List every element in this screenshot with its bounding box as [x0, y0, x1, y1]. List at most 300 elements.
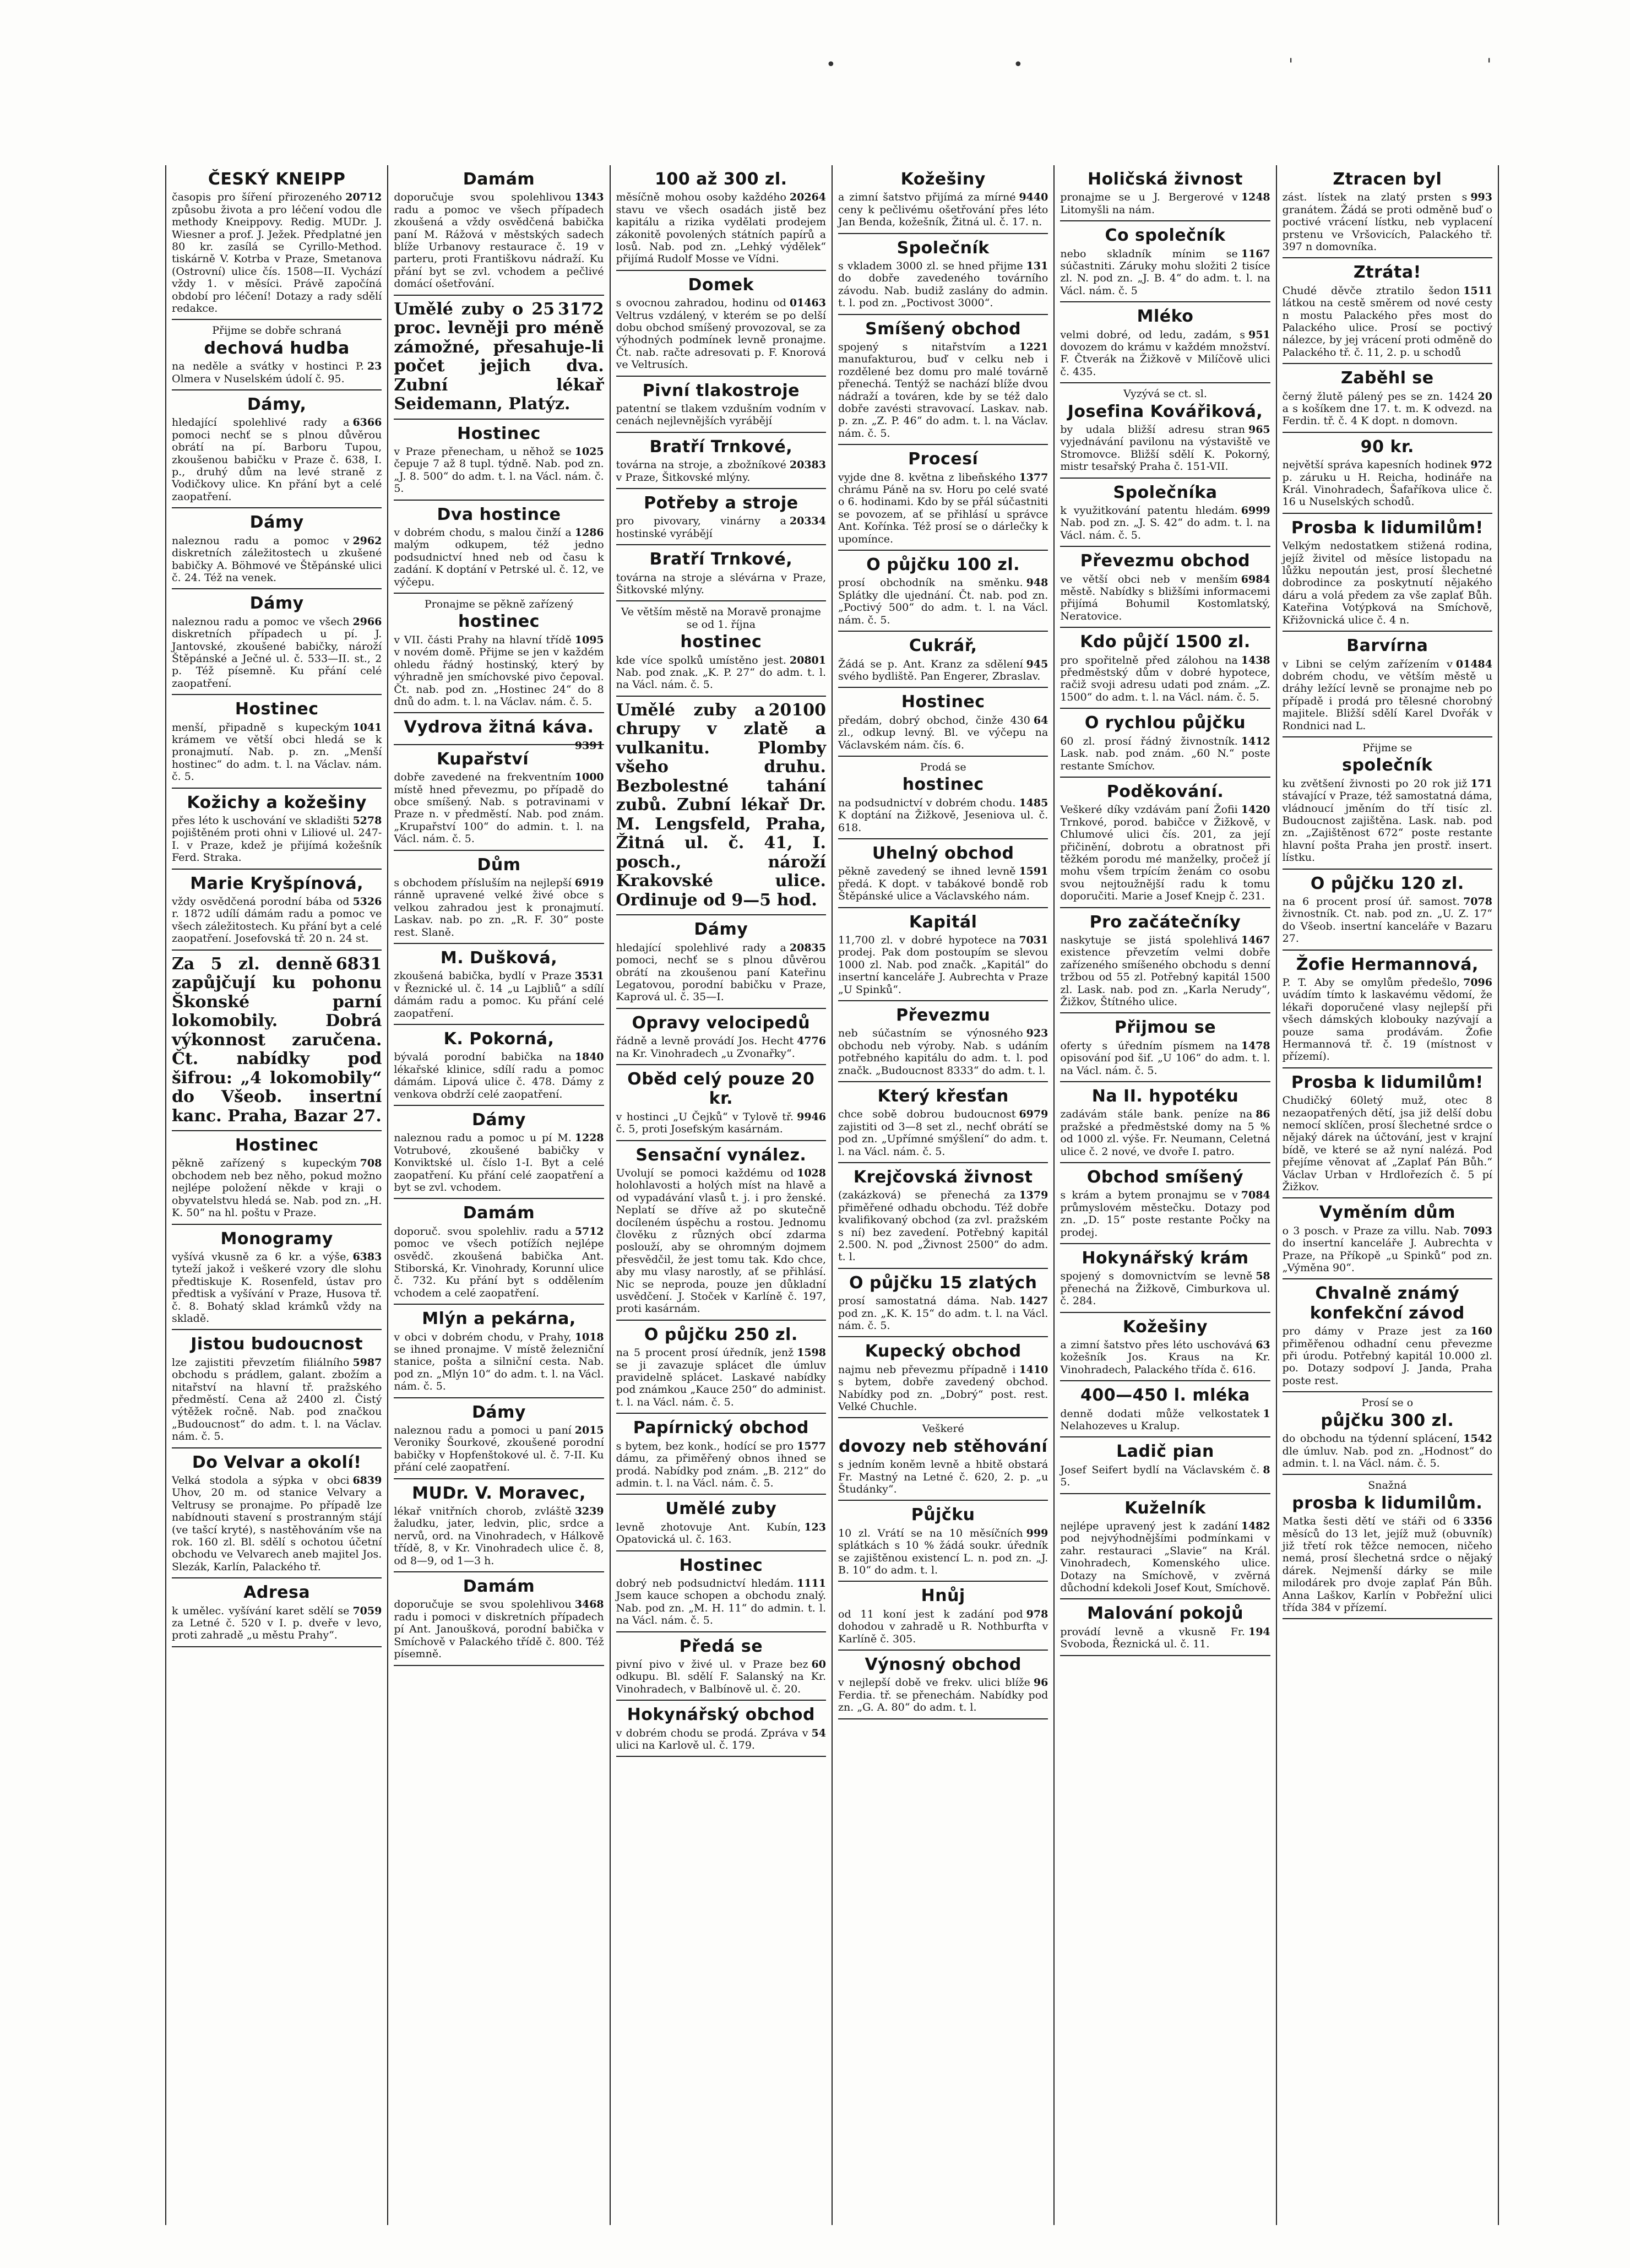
ad-body — [1283, 658, 1492, 732]
ad-number: 01463 — [789, 297, 826, 310]
ad-body — [394, 300, 604, 414]
ad-text: černý žlutě pálený pes se zn. 1424 a s košíkem dne 17. t. m. K odvezd. na Ferdin. tř. č. 4 K dopt. n domovn. — [1282, 390, 1492, 427]
ad-body — [838, 1458, 1048, 1495]
classified-ad — [172, 1330, 382, 1448]
classified-ad — [1283, 165, 1492, 258]
ad-text: najmu neb převezmu případně i s bytem, dobře zavedený obchod. Nabídky pod zn. „Dobrý“ post. rest. Velké Chuchle. — [838, 1363, 1048, 1413]
ad-headline: Vydrova žitná káva. — [404, 718, 594, 737]
ad-body — [1060, 934, 1270, 1008]
ad-number: 978 — [1026, 1608, 1048, 1620]
ad-number: 1228 — [574, 1132, 604, 1144]
ad-headline: Smíšený obchod — [865, 319, 1022, 339]
ad-headline: Hostinec — [901, 692, 985, 712]
ad-text: hledající spolehlivé rady a pomoci nechť se s plnou důvěrou obrátí na pí. Barboru Tupou, zkoušenou babičku v Praze č. 638, I. p., druhý dům na levé straně z Vodičkovy ulice. Kn přání byt a celé zaopatření. — [172, 416, 382, 503]
ad-headline: 400—450 l. mléka — [1080, 1386, 1250, 1406]
ad-body — [394, 446, 604, 495]
ad-number: 9946 — [797, 1110, 826, 1123]
classified-ad — [838, 1582, 1048, 1651]
classified-ad — [394, 944, 604, 1025]
ad-intro: Snažná — [1368, 1479, 1407, 1492]
ad-text: prosí samostatná dáma. Nab. pod zn. „K. K. 15“ do adm. t. l. na Václ. nám. č. 5. — [838, 1295, 1048, 1332]
ad-body — [616, 701, 826, 910]
classified-ad — [394, 745, 604, 851]
ad-number: 7084 — [1241, 1189, 1270, 1202]
ad-number: 3531 — [574, 970, 604, 983]
classified-ad — [1283, 870, 1492, 951]
ad-number: 951 — [1248, 328, 1270, 341]
ad-number: 1577 — [797, 1440, 826, 1452]
ad-body — [838, 865, 1048, 902]
ad-headline: Adresa — [243, 1583, 311, 1603]
ad-number: 1343 — [574, 191, 604, 204]
ad-text: dobrý neb podsudnictví hledám. Jsem kauce schopen a obchodu znalý. Nab. pod zn. „M. H. 11“ do admin. t. l. na Václ. nám. č. 5. — [616, 1577, 826, 1627]
ad-headline: dechová hudba — [204, 338, 350, 358]
ad-number: 20 — [1477, 390, 1492, 403]
ad-headline: Potřeby a stroje — [644, 493, 798, 513]
ad-headline: Opravy velocipedů — [632, 1013, 811, 1033]
ad-body — [1283, 285, 1492, 359]
classified-ad — [172, 589, 382, 695]
ad-body — [1060, 1626, 1270, 1651]
ad-text: 60 zl. prosí řádný živnostník. Lask. nab. pod znám. „60 N.“ poste restante Smíchov. — [1060, 735, 1270, 772]
classified-ad — [1060, 1437, 1270, 1494]
ad-headline: Dámy — [249, 594, 304, 614]
ad-body — [1060, 1108, 1270, 1158]
ad-text: na 5 procent prosí úředník, jenž se ji zavazuje splácet dle úmluv pravidelně splácet. Laskavé nabídky pod známkou „Kauce 250“ do administ. t. l. na Václ. nám. č. 5. — [616, 1347, 826, 1408]
ad-body — [1060, 1270, 1270, 1307]
classified-ad — [172, 789, 382, 870]
classified-ad — [838, 632, 1048, 688]
ad-headline: Umělé zuby — [665, 1499, 777, 1519]
classified-ad — [838, 908, 1048, 1001]
classified-ad — [1283, 258, 1492, 364]
ad-headline: Hokynářský obchod — [627, 1705, 815, 1725]
classified-ad — [172, 390, 382, 508]
classified-ad — [1060, 709, 1270, 778]
classified-ad — [616, 489, 826, 545]
ad-headline: Poděkování. — [1106, 782, 1224, 801]
ad-body — [394, 1424, 604, 1474]
ad-body — [1060, 573, 1270, 623]
ad-number: 58 — [1256, 1270, 1270, 1283]
ad-text: naskytuje se jistá spolehlivá existence převzetím velmi dobře zařízeného smíšeného obchodu s denní tržbou od 55 zl. Potřebný kapitál 1500 zl. Lask. nab. pod zn. „Karla Nerudy“, Žižkov, Štítného ulice. — [1060, 934, 1270, 1008]
ad-body — [394, 191, 604, 290]
ad-headline: Zaběhl se — [1341, 368, 1434, 388]
ad-text: oferty s úředním písmem na opisování pod šif. „U 106“ do adm. t. l. na Václ. nám. č. 5. — [1060, 1039, 1270, 1077]
classified-ad — [1283, 433, 1492, 514]
ad-body — [616, 297, 826, 371]
ad-text: by udala bližší adresu stran vyjednávání pavilonu na výstaviště ve Stromovce. Bližší sdělí K. Pokorný, mistr tesařský Praha č. 151-VII. — [1060, 424, 1270, 473]
ad-headline: Barvírna — [1346, 636, 1428, 656]
classified-ad — [616, 271, 826, 377]
ad-number: 1598 — [797, 1347, 826, 1359]
ad-headline: Převezmu obchod — [1080, 551, 1251, 571]
ad-headline: Hostinec — [235, 699, 319, 719]
ad-text: měsíčně mohou osoby každého stavu ve všech osadách jistě bez kapitálu a rizika vydělati prodejem zákonitě povolených státních papírů a losů. Nab. pod zn. „Lehký výdělek“ přijímá Rudolf Mosse ve Vídni. — [616, 191, 826, 265]
ad-number: 7078 — [1463, 895, 1492, 908]
ad-headline: Společník — [896, 238, 990, 258]
classified-ad — [1060, 479, 1270, 547]
ad-body — [838, 934, 1048, 996]
ad-number: 20712 — [345, 191, 382, 204]
ad-body — [1060, 1464, 1270, 1489]
ad-body — [616, 1440, 826, 1490]
ad-text: v VII. části Prahy na hlavní třídě v novém domě. Přijme se jen v každém ohledu řádný hostinský, který by výhradně jen smíchovské pivo čepoval. Čt. nab. pod zn. „Hostinec 24“ do 8 dnů do adm. t. l. na Václav. nám. č. 5. — [394, 633, 604, 708]
ad-body — [838, 1189, 1048, 1263]
ad-body — [838, 341, 1048, 440]
ad-body — [172, 1357, 382, 1443]
ad-column-2 — [388, 165, 610, 2225]
classified-ad — [172, 951, 382, 1132]
ad-intro: Prosí se o — [1361, 1397, 1414, 1409]
ad-text: na neděle a svátky v hostinci P. Olmera v Nuselském údolí č. 95. — [172, 360, 364, 385]
ad-number: 1420 — [1241, 804, 1270, 816]
classified-ad — [172, 1131, 382, 1224]
ad-headline: Ladič pian — [1116, 1442, 1214, 1462]
ad-body — [838, 658, 1048, 683]
ad-body — [1060, 248, 1270, 297]
ad-number: 20334 — [789, 515, 826, 528]
ad-body — [1060, 329, 1270, 378]
ad-body — [1283, 191, 1492, 253]
ad-body — [838, 471, 1048, 545]
ad-number: 20264 — [789, 191, 826, 204]
ad-text: Umělé zuby a chrupy v zlatě a vulkanitu. Plomby všeho druhu. Bezbolestné tahání zubů. Zubní lékař Dr. M. Lengsfeld, Praha, Žitná ul. č. 41, I. posch., nároží Krakovské ulice. Ordinuje od 9—5 hod. — [616, 700, 826, 910]
ad-body — [1283, 1094, 1492, 1193]
ad-headline: Marie Kryšpínová, — [190, 873, 364, 893]
ad-number: 171 — [1470, 777, 1492, 790]
ad-number: 6984 — [1241, 573, 1270, 585]
ad-body — [172, 815, 382, 864]
ad-body — [394, 1132, 604, 1193]
ad-body — [838, 577, 1048, 626]
ad-text: doporučuje se svou spolehlivou radu i pomoci v diskretních případech pí Ant. Janoušková, porodní babička v Smíchově v Palackého třídě č. 800. Též písemně. — [394, 1598, 604, 1661]
ad-headline: Vyměním dům — [1319, 1203, 1455, 1223]
classified-ad — [1060, 1244, 1270, 1313]
ad-text: zást. lístek na zlatý prsten s granátem. Žádá se proti odměně buď o poctivé vrácení lístku, neb vyplacení prstenu ve Vršovicích, Palackého tř. 397 n domovníka. — [1282, 191, 1492, 253]
ad-number: 1000 — [574, 771, 604, 784]
ad-intro: Ve větším městě na Moravě pronajme se od 1. října — [621, 606, 821, 631]
ad-headline: hostinec — [680, 632, 762, 652]
ad-text: Umělé zuby o 25 proc. levněji pro méně zámožné, přesahuje-li počet jejich dva. Zubní lékař Seidemann, Platýz. — [394, 299, 604, 414]
ad-number: 20383 — [789, 459, 826, 471]
classified-ad — [616, 377, 826, 433]
classified-ad — [1060, 165, 1270, 221]
ad-body — [172, 360, 382, 385]
ad-body — [616, 459, 826, 484]
ad-text: Za 5 zl. denně zapůjčují ku pohonu Škonské parní lokomobily. Dobrá výkonnost zaručena. Čt. nabídky pod šifrou: „4 lokomobily“ do Všeob. insertní kanc. Praha, Bazar 27. — [172, 954, 382, 1126]
ad-body — [1283, 390, 1492, 427]
ad-body — [394, 1051, 604, 1100]
ad-headline: Prosba k lidumilům! — [1291, 518, 1484, 538]
ad-body — [616, 1035, 826, 1060]
classified-ad — [616, 1551, 826, 1632]
classified-ad — [1060, 1381, 1270, 1437]
classified-ad — [616, 1495, 826, 1551]
ad-column-6 — [1277, 165, 1499, 2225]
ad-body — [838, 1295, 1048, 1332]
ad-number: 923 — [1026, 1027, 1048, 1040]
ad-text: pro spořitelně před zálohou na předměstský dům v dobré hypotece, račiž svoji adresu udati pod znám. „Z. 1500“ do adm. t. l. na Václ. nám. č. 5. — [1060, 654, 1270, 703]
ad-text: v Praze přenecham, u něhož se čepuje 7 až 8 tupl. týdně. Nab. pod zn. „J. 8. 500“ do adm. t. l. na Václ. nám. č. 5. — [394, 446, 604, 495]
ad-number: 1542 — [1463, 1433, 1492, 1445]
ad-headline: Bratří Trnkové, — [649, 437, 793, 457]
ad-headline: 100 až 300 zl. — [655, 170, 787, 189]
ad-number: 6999 — [1241, 504, 1270, 517]
ad-headline: Hostinec — [235, 1136, 319, 1155]
ad-body — [838, 1027, 1048, 1077]
ad-headline: společník — [1342, 756, 1433, 775]
classified-ad — [1060, 778, 1270, 908]
ad-number: 96 — [1033, 1676, 1048, 1689]
ad-number: 7093 — [1463, 1224, 1492, 1237]
ad-number: 3356 — [1463, 1515, 1492, 1528]
ad-body — [838, 1364, 1048, 1413]
ad-headline: Výnosný obchod — [865, 1655, 1022, 1675]
ad-number: 1478 — [1241, 1039, 1270, 1052]
ad-column-4 — [833, 165, 1055, 2225]
ad-body — [172, 616, 382, 690]
ad-headline: Pro začátečníky — [1089, 912, 1241, 932]
ad-body — [616, 572, 826, 596]
classified-ad — [838, 165, 1048, 234]
ad-body — [1283, 1225, 1492, 1274]
ad-headline: O půjčku 100 zl. — [866, 555, 1020, 575]
ad-text: 11,700 zl. v dobré hypotece na prodej. Pak dom postoupím se slevou 1000 zl. Nab. pod značk. „Kapitál“ do insertní kanceláře J. Aubrechta v Praze „U Spinků“. — [838, 934, 1048, 996]
ad-headline: Který křesťan — [877, 1086, 1009, 1106]
ad-headline: Bratří Trnkové, — [649, 550, 793, 569]
ad-headline: O půjčku 15 zlatých — [849, 1273, 1037, 1293]
ad-number: 1377 — [1019, 471, 1048, 484]
classified-ad — [1283, 514, 1492, 632]
ad-text: Josef Seifert bydlí na Václavském č. 5. — [1060, 1463, 1260, 1489]
ad-headline: Papírnický obchod — [633, 1418, 809, 1438]
ad-text: chce sobě dobrou budoucnost zajistiti od 3—8 set zl., nechť obrátí se pod zn. „Upřímné smýšlení“ do adm. t. l. na Václ. nám. č. 5. — [838, 1108, 1048, 1158]
ad-text: levně zhotovuje Ant. Kubín, Opatovická ul. č. 163. — [616, 1521, 801, 1546]
ad-text: na podsudnictví v dobrém chodu. K doptání na Žižkově, Jeseniova ul. č. 618. — [838, 796, 1048, 834]
ad-text: s ovocnou zahradou, hodinu od Veltrus vzdálený, v kterém se po delší dobu obchod smíšený provozoval, se za výhodných podmínek levně pronajme. Čt. nab. račte adresovati p. F. Knorová ve Veltrusích. — [616, 297, 826, 371]
ad-body — [616, 1347, 826, 1408]
ad-text: nebo skladník mínim se súčastniti. Záruky mohu složiti 2 tisíce zl. N. pod zn. „J. B. 4“ do adm. t. l. na Václ. nám. č. 5 — [1060, 247, 1270, 297]
ad-text: zkoušená babička, bydlí v Praze v Řeznické ul. č. 14 „u Lajbliů“ a sdílí dámám radu a pomoc. Ku přání celé zaopatření. — [394, 970, 604, 1019]
ad-number: 993 — [1470, 191, 1492, 204]
ad-headline: Na II. hypotéku — [1091, 1086, 1239, 1106]
ad-headline: Ztracen byl — [1333, 170, 1442, 189]
ad-headline: Jistou budoucnost — [191, 1334, 363, 1354]
classified-ad — [394, 420, 604, 501]
classified-ad — [838, 445, 1048, 551]
ad-text: vyjde dne 8. května z libeňského chrámu Páně na sv. Horu po celé svaté o 6. hodinami. Kdo by se přál súčastniti se povozem, ať se přihlásí u správce Ant. Kořínka. Též prosí se o dárlečky k upomínce. — [838, 471, 1048, 545]
ad-headline: Monogramy — [220, 1229, 333, 1249]
ad-text: v dobrém chodu se prodá. Zpráva v ulici na Karlově ul. č. 179. — [616, 1727, 808, 1751]
ad-text: vždy osvědčená porodní bába od r. 1872 udílí dámám radu a pomoc ve všech záležitostech. Ku přání byt a celé zaopatření. Josefovská tř. 20 n. 24 st. — [172, 895, 382, 945]
ad-headline: Sensační vynález. — [635, 1145, 807, 1165]
classified-ad — [838, 1418, 1048, 1501]
ad-intro: Pronajme se pěkně zařízený — [424, 598, 574, 611]
ad-number: 7031 — [1019, 934, 1048, 946]
ad-number: 194 — [1248, 1625, 1270, 1638]
ad-number: 9391 — [574, 739, 604, 752]
ad-text: s obchodem přísluším na nejlepší ránně upravené velké živé obce s velkou zahradou jest k pronajmutí. Laskav. nab. po zn. „R. F. 30“ poste rest. Slaně. — [394, 876, 604, 938]
page-mark: • — [826, 55, 836, 74]
page-mark: ' — [1289, 55, 1294, 74]
ad-body — [616, 1167, 826, 1315]
ad-headline: Ztráta! — [1353, 263, 1421, 283]
classified-ad — [394, 713, 604, 752]
classified-ad — [172, 695, 382, 788]
ad-text: Veškeré díky vzdávám paní Žofii Trnkové, porod. babičce v Žižkově, v Chlumové ulici čís. 201, za její přičinění, dobrotu a obratnost při těžkém porodu mé manželky, pročež jí mohu všem trpícím ženám co osobu svou nejtoužnější radu k tomu doporučiti. Marie a Josef Knejp č. 231. — [1060, 804, 1270, 903]
ad-number: 3172 — [558, 299, 604, 319]
ad-body — [172, 191, 382, 314]
classified-ad — [172, 870, 382, 951]
ad-number: 54 — [811, 1727, 826, 1739]
ad-body — [172, 1474, 382, 1573]
ad-text: s bytem, bez konk., hodící se pro dámu, za přiměřený obnos ihned se prodá. Nabídky pod znám. „B. 212“ do admin. t. l. na Václ. nám. č. 5. — [616, 1440, 826, 1489]
classified-ad — [394, 296, 604, 420]
classified-ad — [616, 697, 826, 916]
ad-text: ve větší obci neb v menším městě. Nabídky s bližšími informacemi přijímá Bohumil Kostomlatský, Neratovice. — [1060, 573, 1270, 622]
classified-ad — [394, 1106, 604, 1199]
classified-ad — [1283, 1068, 1492, 1199]
ad-headline: prosba k lidumilům. — [1292, 1493, 1483, 1513]
ad-headline: Hnůj — [921, 1586, 965, 1606]
ad-number: 1286 — [574, 527, 604, 539]
classified-ad — [616, 915, 826, 1008]
ad-column-5 — [1055, 165, 1276, 2225]
ad-text: v nejlepší době ve frekv. ulici blíže Ferdia. tř. se přenechám. Nabídky pod zn. „G. A. 80“ do adm. t. l. — [838, 1676, 1048, 1714]
ad-text: dobře zavedené na frekventním místě hned převezmu, po případě do obce smíšený. Nab. s potravinami v Praze n. v předměstí. Nab. pod znám. „Krupařství 100“ do admin. t. l. na Václ. nám. č. 5. — [394, 771, 604, 845]
ad-text: prosí obchodník na směnku. Splátky dle ujednání. Čt. nab. pod zn. „Poctivý 500“ do adm. t. l. na Václ. nám. č. 5. — [838, 577, 1048, 626]
ad-text: továrna na stroje, a zbožníkové v Praze, Šitkovské mlýny. — [616, 459, 786, 484]
ad-headline: Hostinec — [457, 424, 541, 443]
ad-number: 20835 — [789, 941, 826, 954]
classified-ad — [616, 1701, 826, 1757]
ad-number: 6919 — [574, 876, 604, 889]
classified-ad — [172, 508, 382, 589]
classified-ad — [616, 545, 826, 601]
classified-ad — [1060, 1494, 1270, 1600]
ad-number: 1410 — [1019, 1363, 1048, 1376]
classified-ad — [838, 551, 1048, 632]
ad-text: pěkně zavedený se ihned levně předá. K dopt. v tabákové bondě rob Štěpánské ulice a Václavského nám. — [838, 865, 1048, 903]
ad-headline: Dámy — [472, 1110, 526, 1130]
ad-headline: Malování pokojů — [1087, 1604, 1243, 1624]
ad-intro: Veškeré — [922, 1423, 964, 1435]
ad-headline: 90 kr. — [1360, 437, 1414, 457]
classified-ad — [1060, 628, 1270, 709]
ad-text: pronajme se u J. Bergerové v Litomyšli na nám. — [1060, 191, 1238, 216]
ad-text: v dobrém chodu, s malou činží a malým odkupem, též jedno podsudnictví hned neb od času k zadání. K doptání v Petrské ul. č. 12, ve výčepu. — [394, 527, 604, 588]
classified-ad — [616, 1414, 826, 1495]
classified-ad — [1060, 302, 1270, 383]
ad-body — [394, 771, 604, 845]
ad-text: v obci v dobrém chodu, v Prahy, se ihned pronajme. V místě železniční stanice, pošta a silniční cesta. Nab. pod zn. „Mlýn 10“ do adm. t. l. na Václ. nám. č. 5. — [394, 1331, 604, 1393]
ad-text: menší, připadně s kupeckým krámem ve větší obci hledá se k pronajmutí. Nab. p. zn. „Menší hostinec“ do adm. t. l. na Václav. nám. č. 5. — [172, 721, 382, 783]
ad-number: 3239 — [574, 1505, 604, 1518]
ad-body — [1283, 540, 1492, 626]
classified-ad — [394, 1199, 604, 1305]
ad-text: Žádá se p. Ant. Kranz za sdělení svého bydliště. Pan Engerer, Zbraslav. — [838, 658, 1041, 682]
ad-text: bývalá porodní babička na lékařské klinice, sdílí radu a pomoc dámám. Lipová ulice č. 478. Dámy z venkova obdrží celé zaopatření. — [394, 1051, 604, 1100]
ad-body — [172, 1157, 382, 1219]
ad-headline: K. Pokorná, — [443, 1029, 555, 1049]
ad-text: s krám a bytem pronajmu se v průmyslovém městečku. Dotazy pod zn. „D. 15“ poste restante Počky na prodej. — [1060, 1189, 1270, 1239]
classified-ad — [838, 757, 1048, 839]
ad-text: v hostinci „U Čejků“ v Tylově tř. č. 5, proti Josefským kasárnám. — [616, 1110, 794, 1136]
ad-number: 1095 — [574, 633, 604, 646]
ad-headline: Obchod smíšený — [1086, 1168, 1244, 1187]
ad-headline: Kupařství — [436, 749, 529, 769]
ad-number: 7059 — [352, 1604, 382, 1617]
ad-body — [172, 721, 382, 783]
ad-text: pro dámy v Praze jest za přiměřenou odhadní cenu převezme při úrodu. Potřebný kapitál 10.000 zl. po. Dotazy sodpoví J. Janda, Praha poste rest. — [1282, 1325, 1492, 1387]
classified-ad — [838, 839, 1048, 908]
ad-headline: Dva hostince — [437, 504, 561, 524]
classified-ad — [172, 1578, 382, 1647]
ad-text: neb súčastním se výnosného obchodu neb výroby. Nab. s udáním potřebného kapitálu do adm. t. l. pod značk. „Budoucnost 8333“ do adm. t. l. — [838, 1027, 1048, 1077]
ad-number: 64 — [1033, 714, 1048, 726]
classified-ad — [1283, 1392, 1492, 1475]
ad-text: Velká stodola a sýpka v obci Uhov, 20 m. od stanice Velvary a Veltrusy se pronajme. Po případě lze nabídnouti stavení s prostranným stájí (ve tašcí kryté), s nastěhováním vše na rok. 160 zl. Bl. sdělí s ochotou účetní obchodu ve Velvarech aneb majitel Jos. Slezák, Karlín, Palackého tř. — [172, 1474, 382, 1573]
ad-text: (zakázková) se přenechá za přiměřené odhadu obchodu. Též dobře kvalifikovaný obchod (za zvl. pražském s ní) bez zavedení. Potřebný kapitál 2.500. N. pod „Živnost 2500“ do adm. t. l. — [838, 1189, 1048, 1263]
ad-headline: Damám — [463, 1577, 535, 1597]
ad-text: vyšívá vkusně za 6 kr. a výše, tyteží jakož i veškeré vzory dle slohu předtiskuje K. Rosenfeld, ústav pro předtisk a vyšívání v Praze, Husova tř. č. 8. Bohatý sklad krámků vždy na skladě. — [172, 1250, 382, 1325]
ad-number: 1018 — [574, 1331, 604, 1343]
ad-number: 1467 — [1241, 934, 1270, 946]
ad-text: o 3 posch. v Praze za villu. Nab. do insertní kanceláře J. Aubrechta v Praze, na Příkopě „u Spinků“ pod zn. „Výměna 90“. — [1282, 1224, 1492, 1274]
ad-number: 23 — [367, 360, 382, 373]
ad-text: zadávám stále bank. peníze na pražské a předměstské domy na 5 % od 1000 zl. výše. Fr. Neumann, Celetná ulice č. 2 nové, ve dvoře I. patro. — [1060, 1108, 1270, 1158]
ad-number: 1041 — [352, 721, 382, 734]
ad-text: velmi dobré, od ledu, zadám, s dovozem do krámu v každém množství. F. Čtverák na Žižkově v Milíčově ulici č. 435. — [1060, 328, 1270, 378]
ad-body — [838, 1108, 1048, 1158]
ad-number: 1591 — [1019, 865, 1048, 878]
ad-body — [1283, 1325, 1492, 1387]
ad-headline: Společníka — [1113, 482, 1218, 502]
ad-headline: M. Dušková, — [440, 948, 558, 968]
ad-headline: Dámy — [249, 513, 304, 533]
ad-headline: Přijmou se — [1114, 1018, 1216, 1038]
classified-ad — [394, 501, 604, 594]
ad-headline: Kupecký obchod — [865, 1342, 1022, 1361]
ad-number: 708 — [360, 1157, 382, 1170]
ad-text: v Libni se celým zařízením v dobrém chodu, ve větším městě u dráhy ležící levně se pronajme neb po případě i prodá pro tělesné chorobný majitele. Bližší sdělí Karel Dvořák v Rondnici nad L. — [1282, 658, 1492, 732]
classified-ad — [838, 1337, 1048, 1418]
ad-number: 972 — [1470, 459, 1492, 471]
ad-column-1 — [166, 165, 388, 2225]
classified-ad — [838, 1501, 1048, 1582]
ad-body — [616, 191, 826, 265]
ad-headline: Dámy, — [247, 395, 307, 415]
ad-number: 2015 — [574, 1424, 604, 1437]
ad-headline: Josefina Kovářiková, — [1067, 401, 1263, 421]
classified-ad — [172, 320, 382, 390]
ad-headline: Kuželník — [1124, 1498, 1206, 1518]
ad-text: lze zajistiti převzetím filiálního obchodu s prádlem, galant. zbožím a nitařství na hlavní tř. pražského předměstí. Cena až 2400 zl. Čistý výtěžek ročně. Nab. pod značkou „Budoucnost“ do adm. t. l. na Václav. nám. č. 5. — [172, 1356, 382, 1443]
ad-text: přes léto k uschování ve skladišti pojištěném proti ohni v Liliové ul. 247-I. v Praze, kdež je přijímá kožešník Ferd. Straka. — [172, 814, 382, 864]
ad-body — [394, 527, 604, 588]
ad-text: Matka šesti dětí ve stáři od 6 měsíců do 13 let, jejíž muž (obuvník) již třetí rok těžce nemocen, ničeho nemá, prosí šlechetná srdce o nějaký dárek. Nejmenší dárky se mile milodárek pro dvoje zaplať Pán Bůh. Anna Laškov, Karlín v Pobřežní ulici třída 384 v přízemí. — [1282, 1515, 1492, 1614]
ad-text: Chudičký 60letý muž, otec 8 nezaopatřených dětí, jsa již delší dobu nemocí sklíčen, prosí šlechetné srdce o nějaký dárek na účtování, jest v krajní bídě, ve které se až nyní nalézá. Pod přejíme věnovat ať „Zaplať Pán Bůh.“ Václav Urban v Hrdlořezích č. 5 pí Žižkov. — [1282, 1094, 1492, 1193]
classified-ad — [838, 1001, 1048, 1082]
ad-number: 2962 — [352, 534, 382, 547]
classified-ad — [616, 1065, 826, 1141]
ad-number: 86 — [1256, 1108, 1270, 1121]
ad-text: řádně a levně provádí Jos. Hecht na Kr. Vinohradech „u Zvonařky“. — [616, 1035, 795, 1060]
ad-headline: hostinec — [458, 612, 540, 632]
ad-headline: O půjčku 120 zl. — [1310, 873, 1464, 893]
ad-body — [1060, 191, 1270, 216]
